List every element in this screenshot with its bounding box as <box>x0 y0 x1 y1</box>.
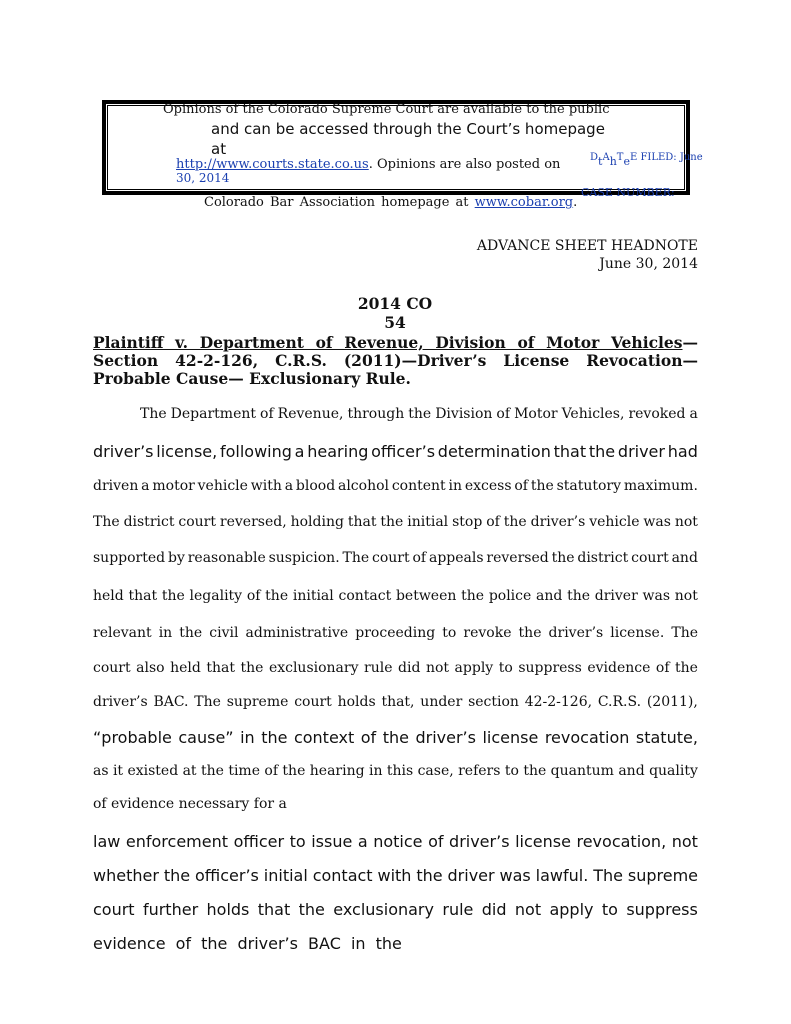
body-line: court further holds that the exclusionary rule did not apply to suppress <box>93 900 698 919</box>
notice-line-5 <box>204 195 577 210</box>
body-line: driver’s license, following a hearing officer’s determination that the driver had <box>93 442 698 461</box>
date-filed-char-6: e <box>623 155 630 168</box>
body-line: supported by reasonable suspicion. The court of appeals reversed the district court and <box>93 550 698 566</box>
notice-line-5-pre: Colorado Bar Association homepage at <box>204 195 475 210</box>
body-line: The Department of Revenue, through the Division of Motor Vehicles, revoked a <box>140 406 698 422</box>
date-filed-char-1: D <box>590 152 599 163</box>
headnote-label: ADVANCE SHEET HEADNOTE <box>476 238 698 254</box>
body-line: whether the officer’s initial contact with the driver was lawful. The supreme <box>93 866 698 885</box>
headnote-topics: —Section 42-2-126, C.R.S. (2011)—Driver’s License Revocation—Probable Cause— Exclusionary Rule. <box>93 333 698 388</box>
date-filed-stamp <box>590 152 703 168</box>
notice-line-2: and can be accessed through the Court’s homepage <box>211 120 605 138</box>
citation-line-2: 54 <box>384 313 406 332</box>
date-filed-char-7: E FILED: June <box>629 152 703 163</box>
date-filed-char-3: A <box>602 152 610 163</box>
body-line: of evidence necessary for a <box>93 796 287 812</box>
headnote-header <box>477 237 698 273</box>
headnote-title <box>93 334 698 388</box>
date-filed-char-4: h <box>609 155 617 168</box>
date-filed-continued: 30, 2014 <box>176 171 230 185</box>
headnote-date: June 30, 2014 <box>599 256 698 272</box>
notice-line-4 <box>176 157 560 172</box>
body-line: “probable cause” in the context of the driver’s license revocation statute, <box>93 728 698 747</box>
notice-line-3: at <box>211 140 227 158</box>
body-line: law enforcement officer to issue a notice of driver’s license revocation, not <box>93 832 698 851</box>
date-filed-char-2: t <box>598 155 603 168</box>
case-name: Plaintiff v. Department of Revenue, Division of Motor Vehicles <box>93 333 683 352</box>
citation-line-1: 2014 CO <box>357 294 433 313</box>
notice-line-5-post: . <box>573 195 578 210</box>
case-number-stamp: CASE NUMBER: <box>581 186 675 199</box>
cobar-homepage-link[interactable]: www.cobar.org <box>474 195 574 210</box>
body-line: court also held that the exclusionary rule did not apply to suppress evidence of the <box>93 660 698 676</box>
body-line: as it existed at the time of the hearing in this case, refers to the quantum and quality <box>93 763 698 779</box>
body-line: driven a motor vehicle with a blood alcohol content in excess of the statutory maximum. <box>93 478 698 494</box>
body-line: relevant in the civil administrative proceeding to revoke the driver’s license. The <box>93 625 698 641</box>
notice-line-1: Opinions of the Colorado Supreme Court are available to the public <box>163 102 610 117</box>
body-line: The district court reversed, holding that the initial stop of the driver’s vehicle was not <box>93 514 698 530</box>
courts-homepage-link[interactable]: http://www.courts.state.co.us <box>176 157 369 172</box>
body-line: evidence of the driver’s BAC in the <box>93 934 402 953</box>
notice-line-4-rest: . Opinions are also posted on <box>368 157 561 172</box>
body-line: driver’s BAC. The supreme court holds that, under section 42-2-126, C.R.S. (2011), <box>93 694 698 710</box>
case-citation <box>350 294 440 332</box>
body-line: held that the legality of the initial contact between the police and the driver was not <box>93 588 698 604</box>
date-filed-char-5: T <box>616 152 624 163</box>
